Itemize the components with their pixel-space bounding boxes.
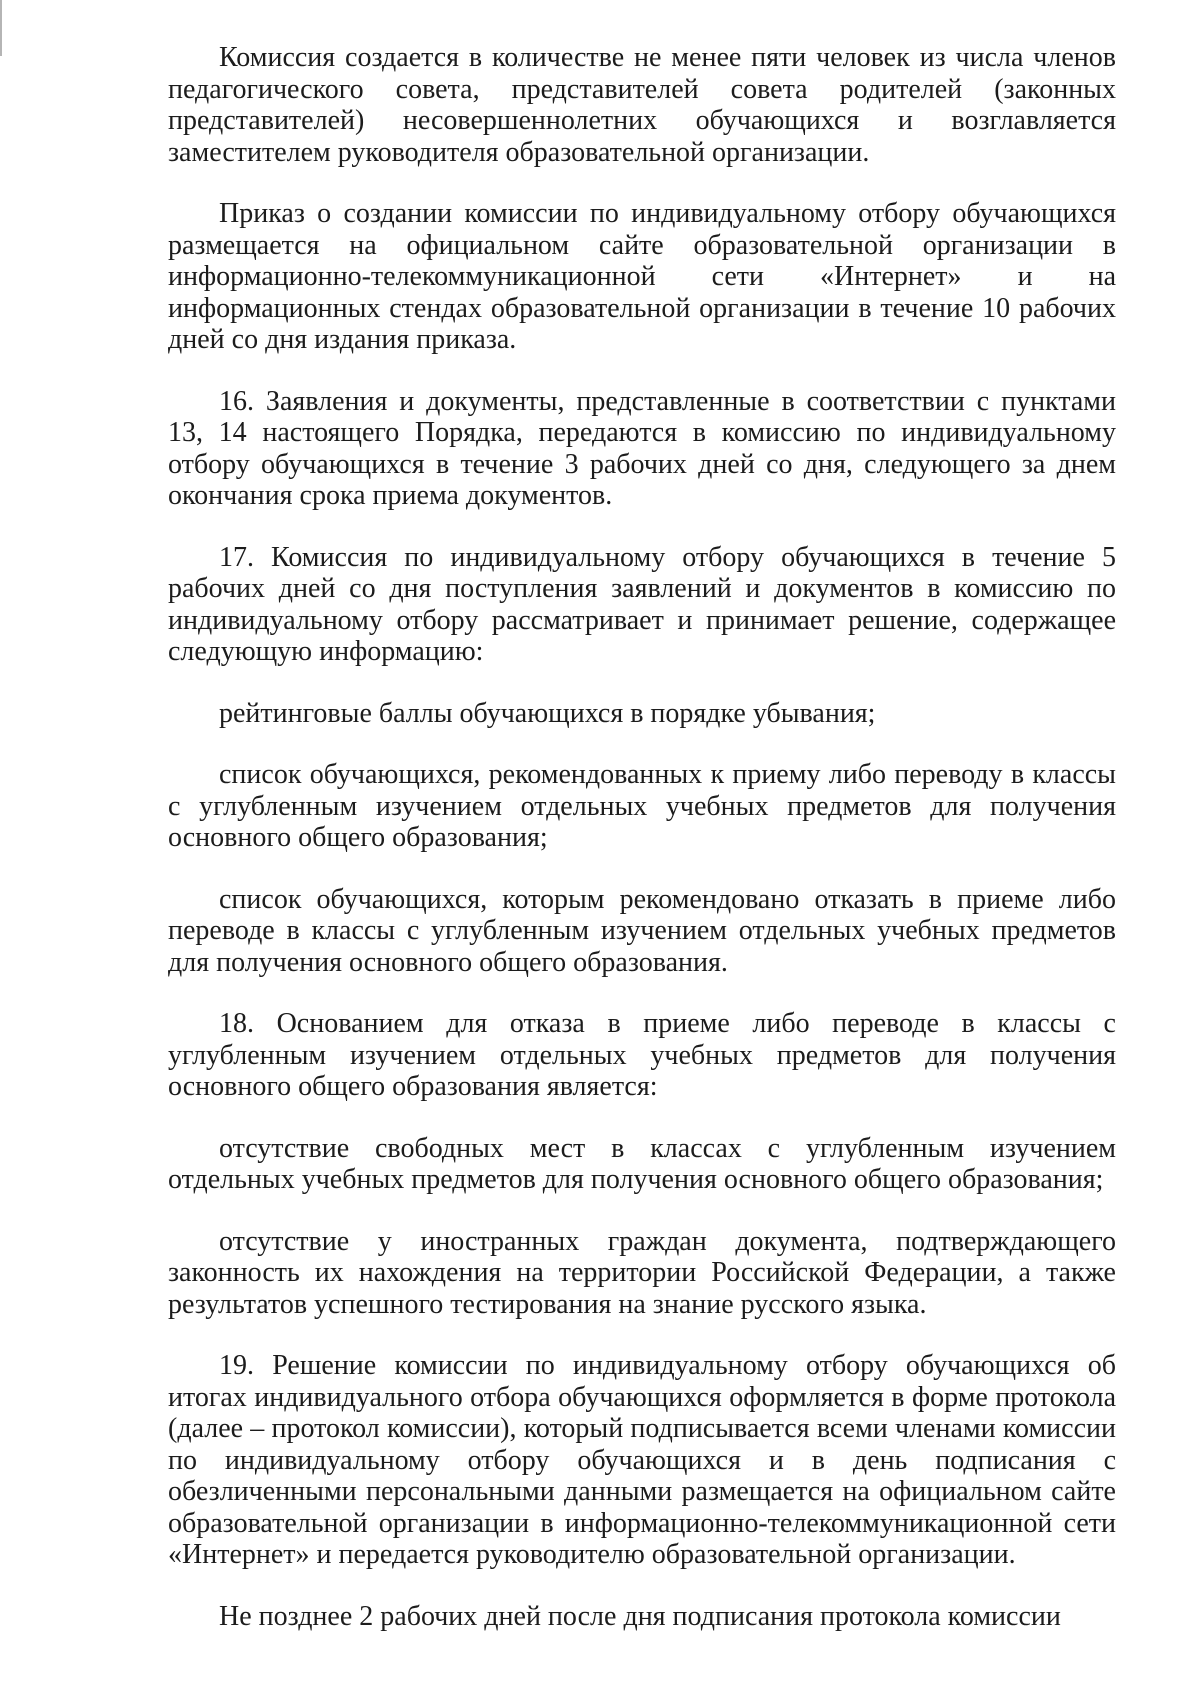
list-item-no-legal-documents: отсутствие у иностранных граждан документа, подтверждающего законность их нахождения на территории Российской Федерации, а также результатов успешного тестирования на знание русского языка. <box>168 1225 1116 1320</box>
paragraph-commission-order: Приказ о создании комиссии по индивидуальному отбору обучающихся размещается на официальном сайте образовательной организации в информационно-телекоммуникационной сети «Интернет» и на информационных стендах образовательной организации в течение 10 рабочих дней со дня издания приказа. <box>168 198 1116 355</box>
list-item-no-free-places: отсутствие свободных мест в классах с углубленным изучением отдельных учебных предметов для получения основного общего образования; <box>168 1132 1116 1195</box>
paragraph-commission-composition: Комиссия создается в количестве не менее пяти человек из числа членов педагогического совета, представителей совета родителей (законных представителей) несовершеннолетних обучающихся и возглавляется заместителем руководителя образовательной организации. <box>168 42 1116 168</box>
list-item-recommended-students: список обучающихся, рекомендованных к приему либо переводу в классы с углубленным изучением отдельных учебных предметов для получения основного общего образования; <box>168 759 1116 853</box>
list-item-refused-students: список обучающихся, которым рекомендовано отказать в приеме либо переводе в классы с углубленным изучением отдельных учебных предметов для получения основного общего образования. <box>168 883 1116 978</box>
paragraph-protocol-deadline: Не позднее 2 рабочих дней после дня подписания протокола комиссии <box>219 1600 1061 1632</box>
paragraph-item-19: 19. Решение комиссии по индивидуальному отбору обучающихся об итогах индивидуального отбора обучающихся оформляется в форме протокола (далее – протокол комиссии), который подписывается всеми членами комиссии по индивидуальному отбору обучающихся и в день подписания с обезличенными персональными данными размещается на официальном сайте образовательной организации в информационно-телекоммуникационной сети «Интернет» и передается руководителю образовательной организации. <box>168 1350 1116 1570</box>
document-body <box>168 42 1116 1632</box>
paragraph-item-17: 17. Комиссия по индивидуальному отбору обучающихся в течение 5 рабочих дней со дня поступления заявлений и документов в комиссию по индивидуальному отбору рассматривает и принимает решение, содержащее следующую информацию: <box>168 541 1116 667</box>
list-item-rating-scores: рейтинговые баллы обучающихся в порядке убывания; <box>219 697 876 729</box>
scan-edge-mark <box>0 0 2 56</box>
paragraph-item-16: 16. Заявления и документы, представленные в соответствии с пунктами 13, 14 настоящего Порядка, передаются в комиссию по индивидуальному отбору обучающихся в течение 3 рабочих дней со дня, следующего за днем окончания срока приема документов. <box>168 385 1116 511</box>
paragraph-item-18: 18. Основанием для отказа в приеме либо переводе в классы с углубленным изучением отдельных учебных предметов для получения основного общего образования является: <box>168 1008 1116 1102</box>
